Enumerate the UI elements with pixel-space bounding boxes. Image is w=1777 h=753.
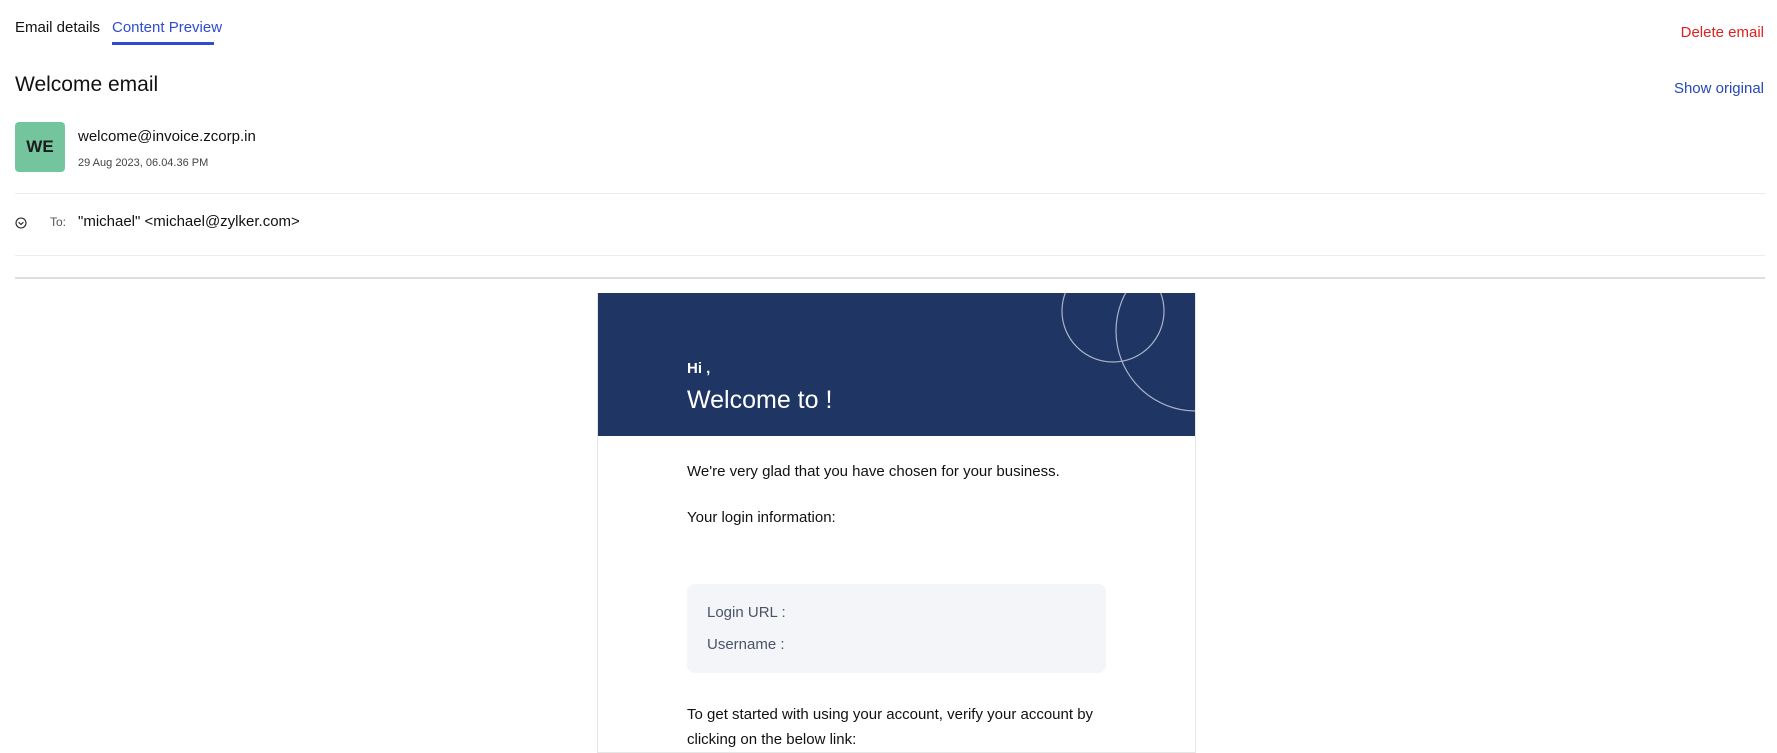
- page-title: Welcome email: [15, 73, 159, 96]
- divider: [15, 193, 1765, 194]
- active-tab-indicator: [112, 42, 214, 45]
- delete-email-button[interactable]: Delete email: [1680, 24, 1764, 41]
- show-original-link[interactable]: Show original: [1673, 80, 1764, 97]
- tab-content-preview[interactable]: Content Preview: [112, 19, 223, 36]
- headline: Welcome to !: [687, 386, 833, 414]
- verify-text-2: clicking on the below link:: [687, 731, 857, 748]
- login-info-box: [687, 584, 1106, 673]
- login-info-heading: Your login information:: [687, 509, 836, 526]
- divider: [15, 255, 1765, 256]
- divider: [15, 277, 1765, 279]
- sender-email: welcome@invoice.zcorp.in: [78, 128, 256, 145]
- tab-email-details[interactable]: Email details: [15, 19, 101, 36]
- recipient: "michael" <michael@zylker.com>: [78, 213, 300, 230]
- to-label: To:: [50, 215, 67, 229]
- avatar: WE: [15, 122, 65, 172]
- intro-text: We're very glad that you have chosen for your business.: [687, 463, 1060, 480]
- email-banner: [598, 293, 1196, 436]
- username-label: Username :: [707, 636, 785, 653]
- expand-recipients-icon[interactable]: [15, 216, 27, 228]
- email-date: 29 Aug 2023, 06.04.36 PM: [78, 157, 209, 169]
- login-url-label: Login URL :: [707, 604, 786, 621]
- greeting: Hi ,: [687, 360, 711, 377]
- verify-text: To get started with using your account, verify your account by: [687, 706, 1094, 723]
- email-preview-card: [597, 293, 1196, 753]
